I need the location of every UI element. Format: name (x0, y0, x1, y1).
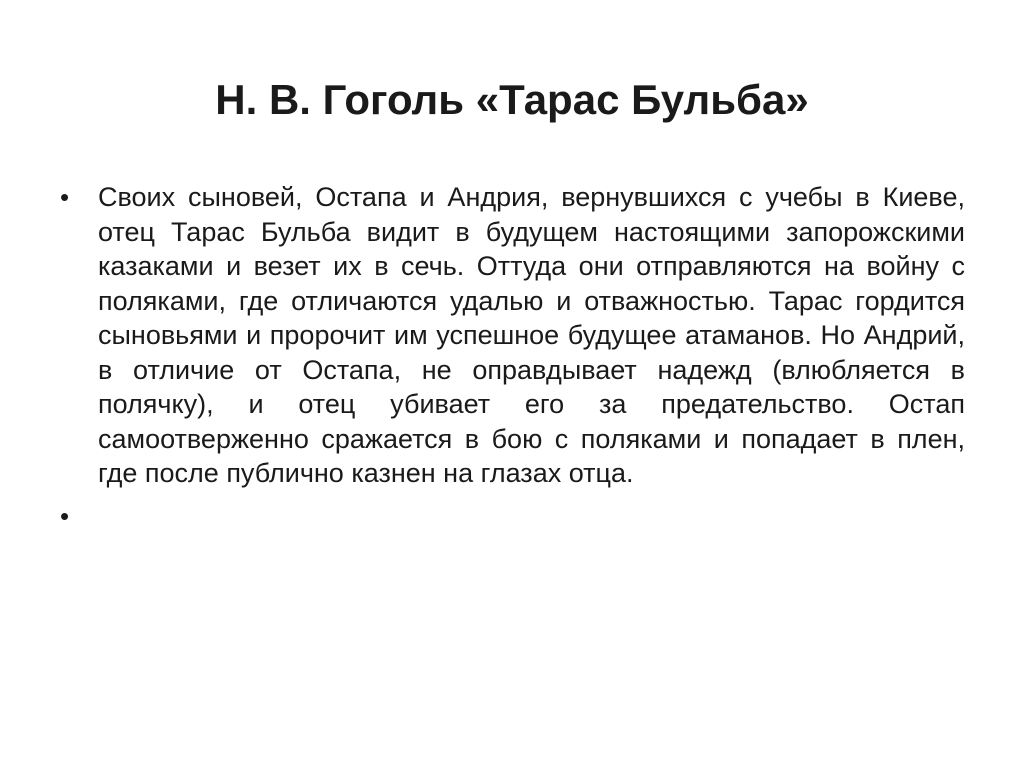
slide-title: Н. В. Гоголь «Тарас Бульба» (215, 76, 809, 123)
bullet-item-empty (60, 499, 965, 534)
bullet-icon: • (60, 500, 70, 531)
bullet-item (60, 180, 965, 491)
bullet-text: Своих сыновей, Остапа и Андрия, вернувшихся с учебы в Киеве, отец Тарас Бульба видит в будущем настоящими запорожскими казаками и везет их в сечь. Оттуда они отправляются на войну с поляками, где отличаются удалью и отважностью. Тарас гордится сыновьями и пророчит им успешное будущее атаманов. Но Андрий, в отличие от Остапа, не оправдывает надежд (влюбляется в полячку), и отец убивает его за предательство. Остап самоотверженно сражается в бою с поляками и попадает в плен, где после публично казнен на глазах отца. (98, 182, 965, 488)
bullet-list (60, 180, 965, 533)
bullet-icon: • (60, 182, 70, 212)
